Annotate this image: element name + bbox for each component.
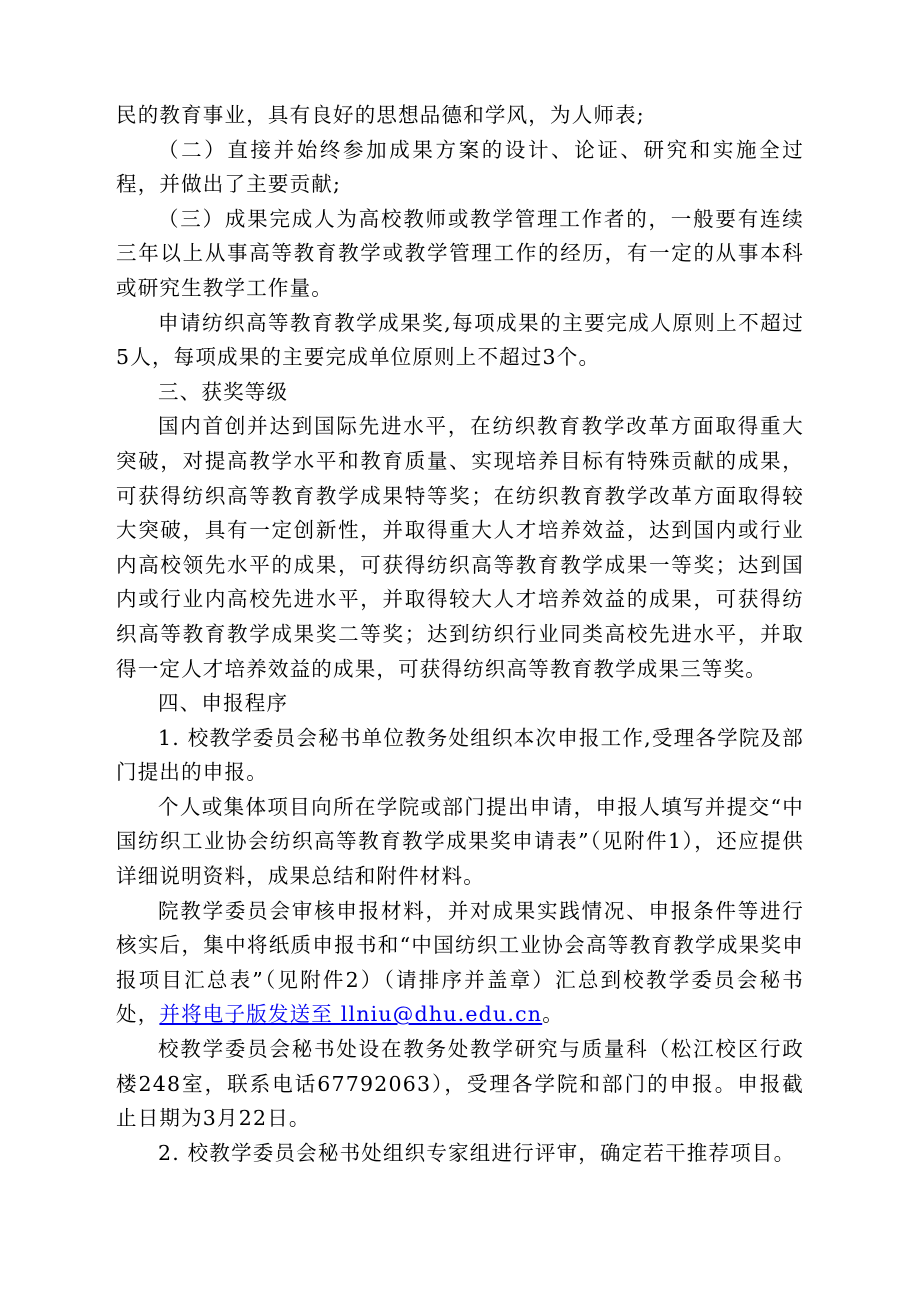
paragraph-award-levels: 国内首创并达到国际先进水平，在纺织教育教学改革方面取得重大突破，对提高教学水平和教育质量、实现培养目标有特殊贡献的成果，可获得纺织高等教育教学成果特等奖；在纺织教育教学改革方面取得较大突破，具有一定创新性，并取得重大人才培养效益，达到国内或行业内高校领先水平的成果，可获得纺织高等教育教学成果一等奖；达到国内或行业内高校先进水平，并取得较大人才培养效益的成果，可获得纺织高等教育教学成果奖二等奖；达到纺织行业同类高校先进水平，并取得一定人才培养效益的成果，可获得纺织高等教育教学成果三等奖。 [116, 414, 804, 681]
paragraph-individual-application: 个人或集体项目向所在学院或部门提出申请，申报人填写并提交“中国纺织工业协会纺织高等教育教学成果奖申请表”（见附件1），还应提供详细说明资料，成果总结和附件材料。 [116, 794, 804, 889]
paragraph-teacher-ethics: 民的教育事业，具有良好的思想品德和学风，为人师表; [116, 103, 645, 127]
section-heading-procedure: 四、申报程序 [158, 691, 289, 716]
document-body [116, 98, 804, 1170]
college-review-text: 院教学委员会审核申报材料，并对成果实践情况、申报条件等进行核实后，集中将纸质申报书和“中国纺织工业协会高等教育教学成果奖申报项目汇总表”（见附件2）（请排序并盖章）汇总到校教学委员会秘书处， [116, 898, 804, 1027]
paragraph-procedure-1: 1. 校教学委员会秘书单位教务处组织本次申报工作,受理各学院及部门提出的申报。 [116, 725, 804, 785]
email-link[interactable]: 并将电子版发送至 llniu@dhu.edu.cn [159, 1002, 543, 1027]
paragraph-secretariat: 校教学委员会秘书处设在教务处教学研究与质量科（松江校区行政楼248室，联系电话67792063），受理各学院和部门的申报。申报截止日期为3月22日。 [116, 1037, 804, 1131]
section-heading-award-levels: 三、获奖等级 [158, 379, 289, 404]
paragraph-condition-2: （二）直接并始终参加成果方案的设计、论证、研究和实施全过程，并做出了主要贡献; [116, 137, 804, 197]
college-review-end: 。 [542, 1002, 564, 1027]
paragraph-college-review [116, 894, 804, 1032]
paragraph-limits: 申请纺织高等教育教学成果奖,每项成果的主要完成人原则上不超过5人，每项成果的主要完成单位原则上不超过3个。 [116, 310, 804, 370]
paragraph-procedure-2: 2. 校教学委员会秘书处组织专家组进行评审，确定若干推荐项目。 [158, 1140, 796, 1165]
paragraph-condition-3: （三）成果完成人为高校教师或教学管理工作者的，一般要有连续三年以上从事高等教育教学或教学管理工作的经历，有一定的从事本科或研究生教学工作量。 [116, 206, 804, 300]
